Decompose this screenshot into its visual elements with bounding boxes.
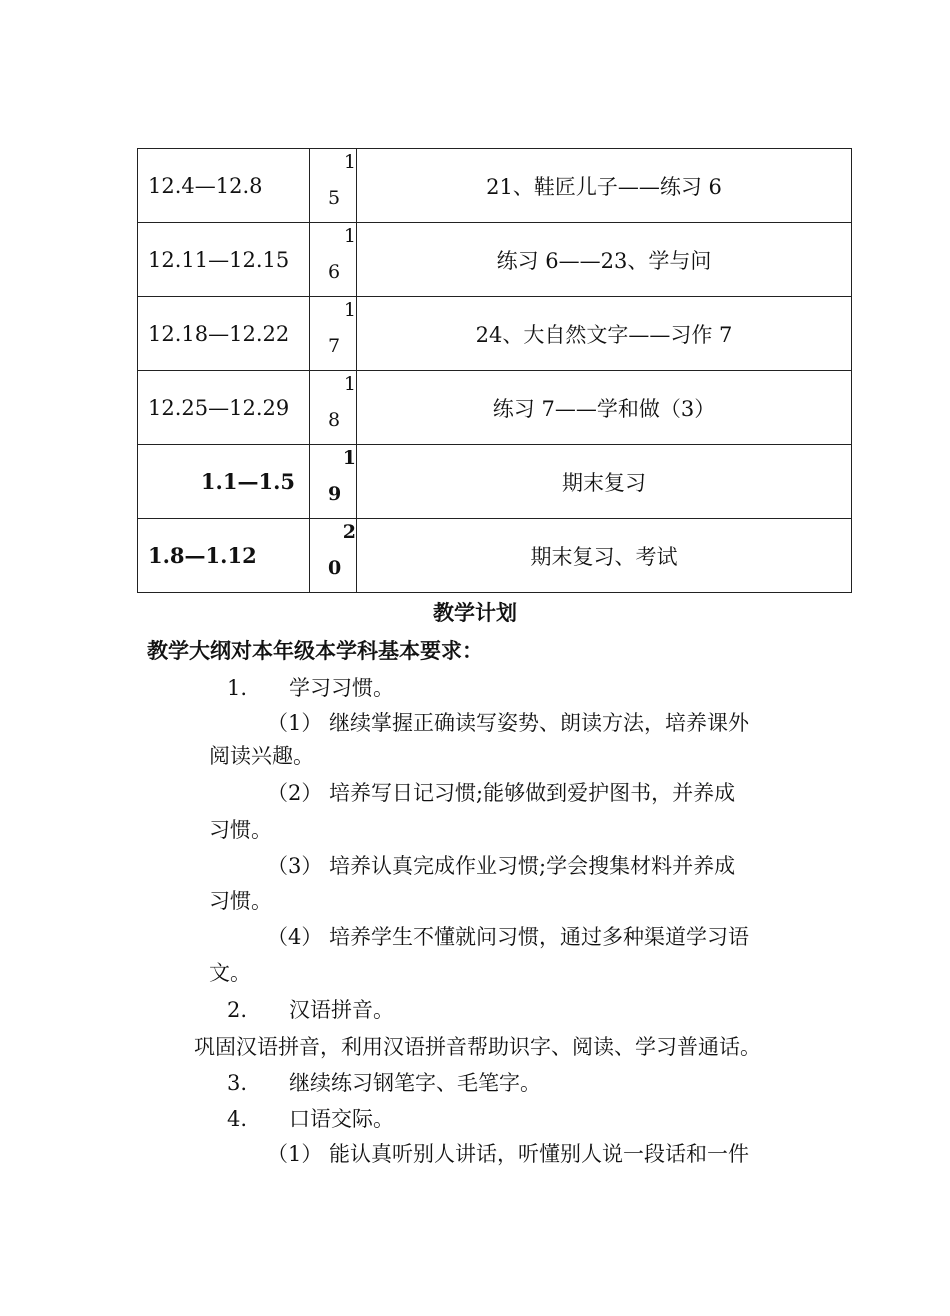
week-digit: 2 [342,521,356,543]
week-cell [310,445,357,519]
content-cell: 24、大自然文字——习作 7 [357,297,852,371]
table-row [138,445,852,519]
date-cell: 12.18—12.22 [138,297,310,371]
content-cell: 练习 6——23、学与问 [357,223,852,297]
date-cell: 12.11—12.15 [138,223,310,297]
date-cell: 1.1—1.5 [138,445,310,519]
date-cell: 12.25—12.29 [138,371,310,445]
plan-line: 习惯。 [209,889,272,913]
week-digit: 8 [328,409,341,431]
week-digit: 7 [328,335,341,357]
content-cell: 练习 7——学和做（3） [357,371,852,445]
week-digit: 6 [328,261,341,283]
table-row [138,519,852,593]
week-cell [310,519,357,593]
week-digit: 1 [343,299,356,321]
week-digit: 1 [342,447,356,469]
plan-line: 习惯。 [209,818,272,842]
week-cell [310,371,357,445]
date-cell: 1.8—1.12 [138,519,310,593]
table-row [138,371,852,445]
plan-line: （4） 培养学生不懂就问习惯，通过多种渠道学习语 [267,925,750,949]
plan-line: 巩固汉语拼音，利用汉语拼音帮助识字、阅读、学习普通话。 [194,1035,761,1059]
table-row [138,297,852,371]
plan-line: （1） 能认真听别人讲话，听懂别人说一段话和一件 [267,1142,750,1166]
plan-line: 2. 汉语拼音。 [227,998,395,1022]
requirements-heading: 教学大纲对本年级本学科基本要求： [147,638,483,663]
content-cell: 期末复习、考试 [357,519,852,593]
plan-line: 阅读兴趣。 [209,744,314,768]
plan-line: 文。 [209,961,251,985]
plan-line: （3） 培养认真完成作业习惯;学会搜集材料并养成 [267,854,736,878]
week-digit: 0 [328,557,342,579]
week-digit: 1 [343,225,356,247]
week-digit: 1 [343,373,356,395]
week-cell [310,223,357,297]
week-digit: 5 [328,187,341,209]
plan-line: （2） 培养写日记习惯;能够做到爱护图书，并养成 [267,781,736,805]
plan-line: 1. 学习习惯。 [227,676,395,700]
week-cell [310,149,357,223]
schedule-table [137,148,852,593]
week-cell [310,297,357,371]
week-digit: 9 [328,483,342,505]
table-row [138,223,852,297]
plan-title: 教学计划 [433,600,517,625]
date-cell: 12.4—12.8 [138,149,310,223]
plan-line: （1） 继续掌握正确读写姿势、朗读方法，培养课外 [267,711,750,735]
table-row [138,149,852,223]
content-cell: 21、鞋匠儿子——练习 6 [357,149,852,223]
plan-line: 3. 继续练习钢笔字、毛笔字。 [227,1071,542,1095]
week-digit: 1 [343,151,356,173]
content-cell: 期末复习 [357,445,852,519]
plan-line: 4. 口语交际。 [227,1107,395,1131]
